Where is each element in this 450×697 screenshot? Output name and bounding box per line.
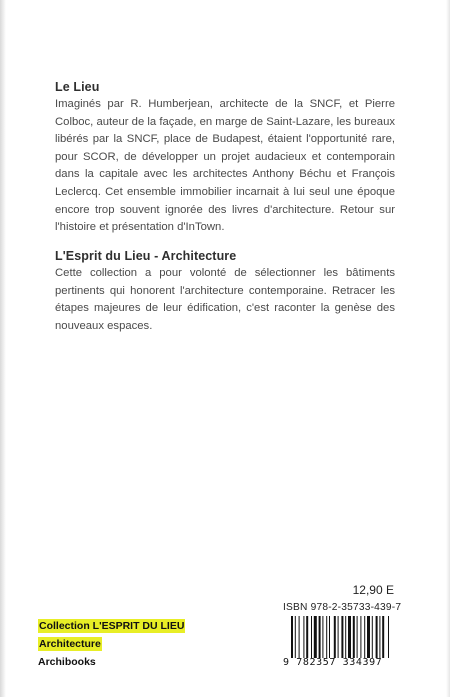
section-esprit-du-lieu — [55, 249, 395, 335]
page-edge-shadow-right — [446, 0, 450, 697]
publisher-name: Archibooks — [38, 656, 96, 668]
price-label: 12,90 E — [352, 583, 394, 597]
section-body: Imaginés par R. Humberjean, architecte de la SNCF, et Pierre Colboc, auteur de la façade, en marge de Saint-Lazare, les bureaux libérés par la SNCF, place de Budapest, étaient l'opportunité rare, pour SCOR, de développer un projet audacieux et contemporain dans la capitale avec les architectes Anthony Béchu et François Leclercq. Cet ensemble immobilier incarnait à lui seul une époque encore trop souvent ignorée des livres d'architecture. Retour sur l'histoire et présentation d'InTown. — [55, 98, 395, 234]
page-edge-shadow-left — [0, 0, 6, 697]
collection-label: Collection L'ESPRIT DU LIEU — [39, 620, 185, 632]
barcode — [283, 616, 395, 671]
section-heading: Le Lieu — [55, 80, 100, 94]
section-le-lieu — [55, 80, 395, 237]
section-body: Cette collection a pour volonté de sélectionner les bâtiments pertinents qui honorent l'architecture contemporaine. Retracer les étapes majeures de leur édification, c'est raconter la genèse des nouveaux espaces. — [55, 267, 395, 332]
barcode-digits: 9 782357 334397 — [283, 657, 383, 668]
barcode-bars — [283, 616, 395, 658]
section-heading: L'Esprit du Lieu - Architecture — [55, 249, 237, 263]
isbn-label: ISBN 978-2-35733-439-7 — [283, 602, 402, 613]
series-label: Architecture — [39, 638, 101, 650]
